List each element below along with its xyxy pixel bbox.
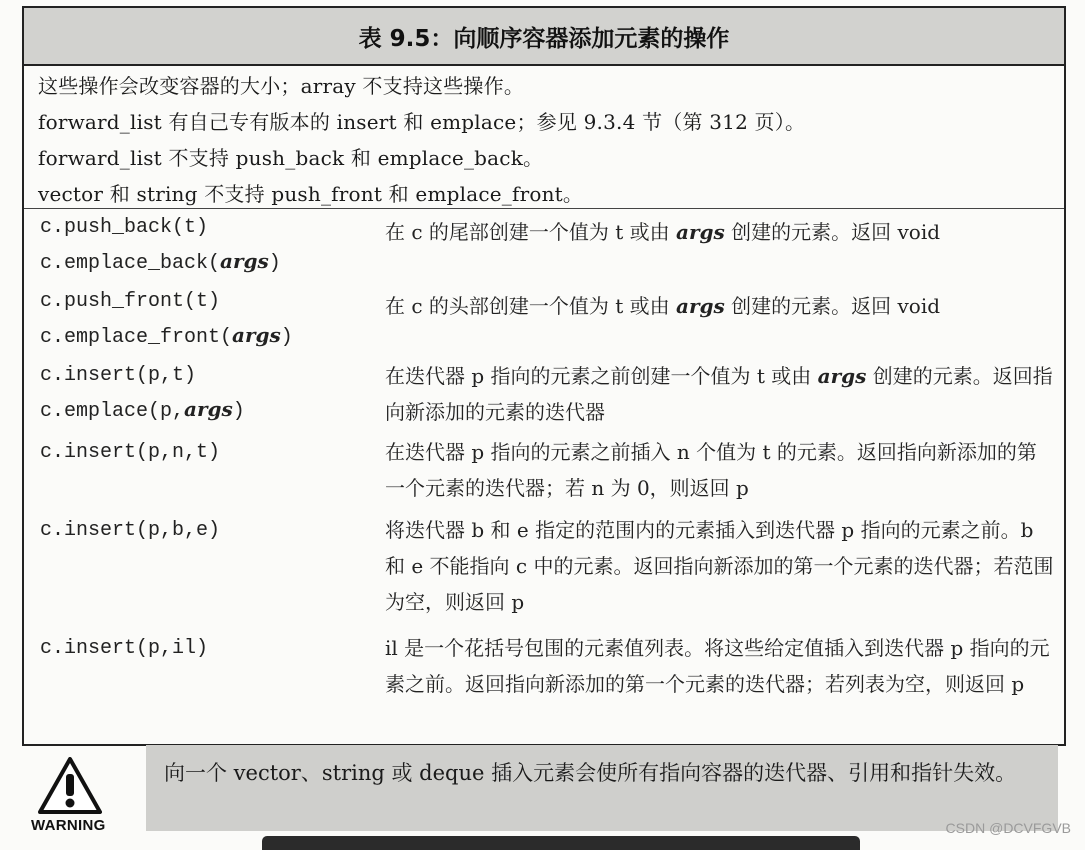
op-emplace-back: c.emplace_back(args): [40, 249, 281, 275]
notes-divider: [24, 208, 1064, 209]
desc-insert-pt: 在迭代器 p 指向的元素之前创建一个值为 t 或由 args 创建的元素。返回指向新添加的元素的迭代器: [385, 364, 1053, 424]
desc-insert-pil: il 是一个花括号包围的元素值列表。将这些给定值插入到迭代器 p 指向的元素之前。返回指向新添加的第一个元素的迭代器；若列表为空，则返回 p: [385, 636, 1050, 696]
op-insert-pil: c.insert(p,il): [40, 637, 209, 660]
op-emplace-front: c.emplace_front(args): [40, 323, 293, 349]
note-line-2: forward_list 有自己专有版本的 insert 和 emplace；参见 9.3.4 节（第 312 页）。: [38, 110, 806, 134]
watermark: CSDN @DCVFGVB: [945, 820, 1071, 836]
op-emplace: c.emplace(p,args): [40, 397, 245, 423]
desc-push-front: 在 c 的头部创建一个值为 t 或由 args 创建的元素。返回 void: [385, 294, 941, 318]
note-line-4: vector 和 string 不支持 push_front 和 emplace_front。: [38, 182, 584, 206]
op-insert-pbe: c.insert(p,b,e): [40, 519, 221, 542]
note-line-3: forward_list 不支持 push_back 和 emplace_back。: [38, 146, 544, 170]
desc-push-back: 在 c 的尾部创建一个值为 t 或由 args 创建的元素。返回 void: [385, 220, 941, 244]
operations-table: [22, 6, 1066, 746]
table-title: 表 9.5：向顺序容器添加元素的操作: [24, 8, 1064, 66]
desc-insert-pnt: 在迭代器 p 指向的元素之前插入 n 个值为 t 的元素。返回指向新添加的第一个元素的迭代器；若 n 为 0，则返回 p: [385, 440, 1037, 500]
note-line-1: 这些操作会改变容器的大小；array 不支持这些操作。: [38, 74, 525, 98]
op-push-front: c.push_front(t): [40, 290, 221, 313]
warning-label: WARNING: [31, 817, 106, 834]
warning-box: [146, 745, 1058, 831]
warning-triangle-icon: [38, 757, 102, 815]
op-insert-pnt: c.insert(p,n,t): [40, 441, 221, 464]
op-push-back: c.push_back(t): [40, 216, 209, 239]
op-insert-pt: c.insert(p,t): [40, 364, 197, 387]
warning-text: 向一个 vector、string 或 deque 插入元素会使所有指向容器的迭代器、引用和指针失效。: [164, 761, 1017, 785]
desc-insert-pbe: 将迭代器 b 和 e 指定的范围内的元素插入到迭代器 p 指向的元素之前。b 和 e 不能指向 c 中的元素。返回指向新添加的第一个元素的迭代器；若范围为空，则返回 p: [385, 518, 1054, 614]
bottom-toolbar-edge: [262, 836, 860, 850]
